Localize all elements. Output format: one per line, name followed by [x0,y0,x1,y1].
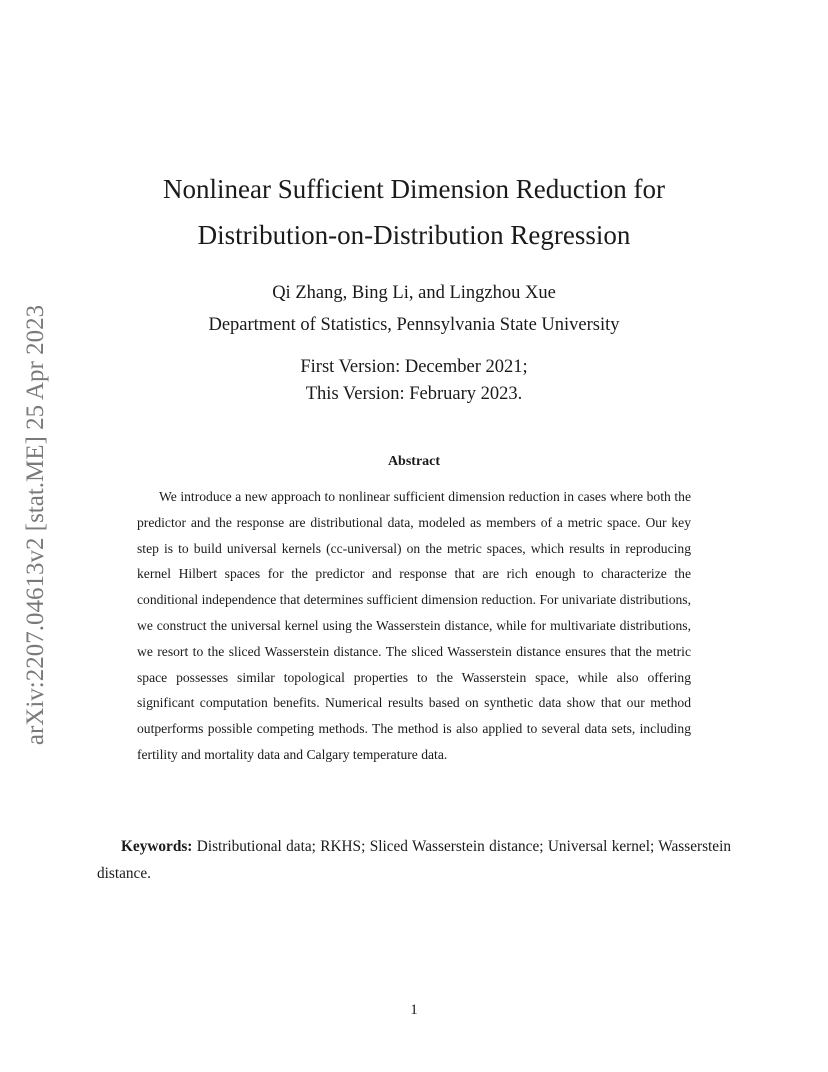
current-version: This Version: February 2023. [305,384,523,404]
title-line-1: Nonlinear Sufficient Dimension Reduction for [163,174,665,204]
arxiv-identifier: arXiv:2207.04613v2 [stat.ME] 25 Apr 2023 [22,304,49,746]
page-number: 1 [410,1002,418,1018]
author-list: Qi Zhang, Bing Li, and Lingzhou Xue [272,283,556,303]
keywords-paragraph [97,834,731,887]
keywords-text: Distributional data; RKHS; Sliced Wasserstein distance; Universal kernel; Wasserstein distance. [97,838,731,882]
version-info [0,354,828,408]
first-version: First Version: December 2021; [300,357,528,377]
paper-title [0,166,828,258]
keywords-label: Keywords: [121,838,193,855]
abstract-text: We introduce a new approach to nonlinear sufficient dimension reduction in cases where both the predictor and the response are distributional data, modeled as members of a metric space. Our key step is to build universal kernels (cc-universal) on the metric spaces, which results in reproducing kernel Hilbert spaces for the predictor and response that are rich enough to characterize the conditional independence that determines sufficient dimension reduction. For univariate distributions, we construct the universal kernel using the Wasserstein distance, while for multivariate distributions, we resort to the sliced Wasserstein distance. The sliced Wasserstein distance ensures that the metric space possesses similar topological properties to the Wasserstein space, while also offering significant computation benefits. Numerical results based on synthetic data show that our method outperforms possible competing methods. The method is also applied to several data sets, including fertility and mortality data and Calgary temperature data. [137,489,691,762]
title-line-2: Distribution-on-Distribution Regression [197,220,631,250]
abstract-heading: Abstract [387,454,441,469]
affiliation: Department of Statistics, Pennsylvania State University [208,315,620,335]
